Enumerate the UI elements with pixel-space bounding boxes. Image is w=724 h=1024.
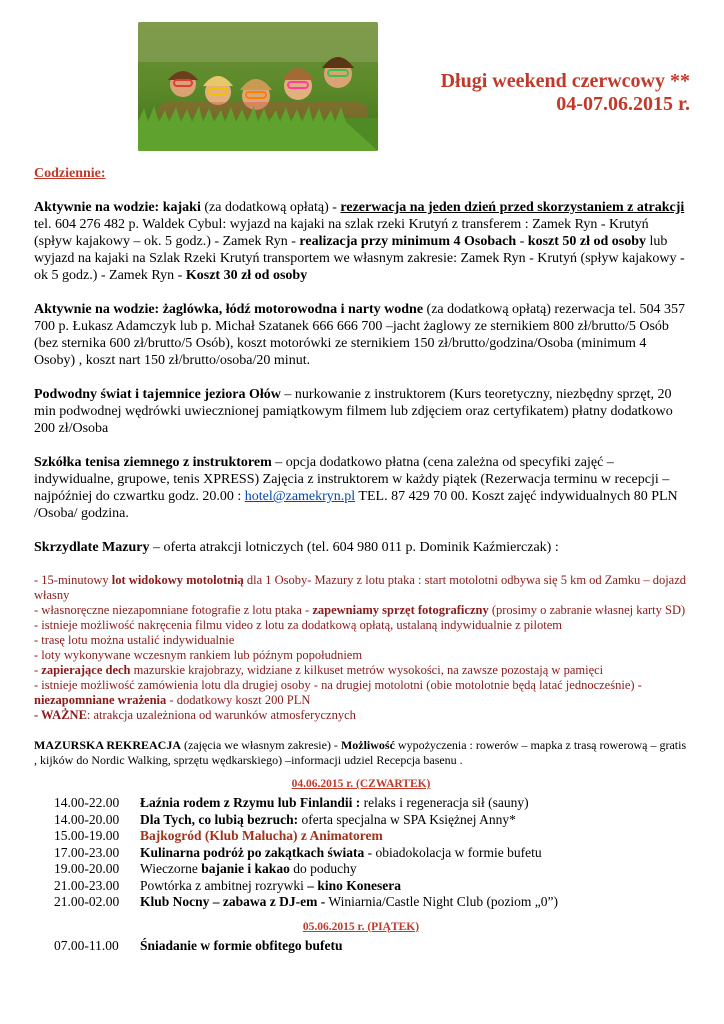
mazurska-text-2: wypożyczenia : rowerów – mapka z trasą rowerową – gratis , kijków do Nordic Walking, sprzętu wędkarskiego) –informacji udziel Recepcja basenu .	[34, 738, 687, 767]
list-item	[34, 663, 688, 678]
row-event	[140, 938, 688, 955]
event-desc: relaks i regeneracja sił (sauny)	[360, 795, 529, 810]
wings-item-7-b: niezapomniane wrażenia	[34, 693, 167, 707]
kayak-min-persons: realizacja przy minimum 4 Osobach	[299, 234, 517, 249]
row-time: 19.00-20.00	[54, 861, 120, 876]
event-title: Śniadanie w formie obfitego bufetu	[140, 937, 343, 953]
event-title: – kino Konesera	[307, 877, 401, 893]
row-event	[140, 812, 688, 829]
kayak-text-4: lub wyjazd na kajaki na Szlak Rzeki Krutyń transportem we własnym zakresie: Zamek Ryn - Krutyń (spływ kajakowy - ok 5 godz.) - Zamek Ryn -	[34, 234, 685, 283]
table-row	[34, 828, 688, 845]
tennis-text-2: TEL. 87 429 70 00. Koszt zajęć indywidualnych 80 PLN /Osoba/ godzina.	[34, 489, 678, 521]
row-event	[140, 828, 688, 845]
mazurska-paragraph	[34, 738, 688, 768]
sail-label: Aktywnie na wodzie: żaglówka, łódź motorowodna i narty wodne	[34, 302, 424, 317]
list-item: - trasę lotu można ustalić indywidualnie	[34, 633, 235, 647]
event-title: Kulinarna podróż po zakątkach świata	[140, 844, 365, 860]
event-desc: Winiarnia/Castle Night Club (poziom „0”)	[325, 894, 559, 909]
schedule-thursday	[34, 795, 688, 911]
row-time: 07.00-11.00	[54, 937, 119, 953]
event-desc: oferta specjalna w SPA Księżnej Anny*	[298, 811, 516, 827]
table-row	[34, 878, 688, 895]
mazurska-label: MAZURSKA REKREACJA	[34, 738, 182, 752]
list-item	[34, 603, 688, 618]
kids-in-grass-photo-icon	[138, 22, 378, 151]
row-time: 21.00-23.00	[54, 877, 120, 893]
wings-paragraph	[34, 539, 688, 556]
event-title: Łaźnia rodem z Rzymu lub Finlandii :	[140, 795, 361, 810]
dive-paragraph	[34, 386, 688, 437]
dive-text: – nurkowanie z instruktorem (Kurs teoretyczny, niezbędny sprzęt, 20 min podwodnej wędrówki uwiecznionej pamiątkowym filmem lub zdjęciem oraz certyfikatem) płatny dodatkowo 200 zł/Osoba	[34, 387, 673, 436]
event-desc: - obiadokolacja w formie bufetu	[364, 844, 542, 860]
day-heading-thursday: 04.06.2015 r. (CZWARTEK)	[291, 778, 431, 790]
kids-photo	[138, 22, 378, 151]
row-event	[140, 861, 688, 878]
list-item	[34, 708, 688, 723]
kayak-label: Aktywnie na wodzie: kajaki	[34, 200, 201, 215]
table-row	[34, 845, 688, 862]
table-row	[34, 812, 688, 829]
table-row	[34, 938, 688, 955]
email-link[interactable]: hotel@zamekryn.pl	[244, 489, 356, 504]
event-title: Klub Nocny – zabawa z DJ-em -	[140, 894, 326, 909]
row-time: 21.00-02.00	[54, 894, 120, 909]
wings-item-6-a: -	[34, 663, 42, 677]
list-item	[34, 678, 688, 708]
row-time: 14.00-20.00	[54, 811, 120, 827]
document-body	[34, 165, 688, 954]
table-row	[34, 861, 688, 878]
event-pre: Powtórka z ambitnej rozrywki	[140, 877, 308, 893]
mazurska-text: (zajęcia we własnym zakresie) -	[181, 738, 341, 752]
list-item	[34, 573, 688, 603]
kayak-reservation: rezerwacja na jeden dzień przed skorzystaniem z atrakcji	[340, 200, 685, 215]
event-title: Bajkogród (Klub Malucha) z Animatorem	[140, 828, 383, 843]
kayak-cost-50: koszt 50 zł od osoby	[527, 234, 647, 249]
kayak-text-3: -	[516, 234, 528, 249]
wings-item-8-b: : atrakcja uzależniona od warunków atmosferycznych	[86, 708, 356, 722]
row-time: 15.00-19.00	[54, 828, 120, 843]
wings-item-6-b: zapierające dech	[41, 663, 131, 677]
event-title: Dla Tych, co lubią bezruch:	[140, 811, 299, 827]
title-line-1: Długi weekend czerwcowy **	[440, 70, 690, 92]
title-line-2: 04-07.06.2015 r.	[556, 93, 690, 115]
tennis-text: – opcja dodatkowo płatna (cena zależna od specyfiki zajęć – indywidualne, grupowe, tenis XPRESS) Zajęcia z instruktorem w każdy piątek (Rezerwacja terminu w recepcji – najpóźniej do czwartku godz. 20.00 :	[34, 455, 670, 504]
wings-item-7-a: - istnieje możliwość zamówienia lotu dla drugiej osoby - na drugiej motolotni (obie motolotnie będą latać jednocześnie) -	[34, 678, 642, 692]
table-row	[34, 894, 688, 911]
kayak-text-2: tel. 604 276 482 p. Waldek Cybul: wyjazd na kajaki na szlak rzeki Krutyń z transferem : Zamek Ryn - Krutyń (spływ kajakowy – ok. 5 godz.) - Zamek Ryn -	[34, 217, 649, 249]
tennis-label: Szkółka tenisa ziemnego z instruktorem	[34, 455, 272, 470]
row-time: 14.00-22.00	[54, 795, 120, 810]
wings-item-1-a: - 15-minutowy	[34, 573, 112, 587]
sail-paragraph	[34, 301, 688, 369]
wings-item-2-a: - własnoręczne niezapomniane fotografie z lotu ptaka -	[34, 603, 313, 617]
tennis-paragraph	[34, 454, 688, 522]
table-row	[34, 795, 688, 812]
event-desc: do poduchy	[289, 861, 357, 876]
wings-item-2-c: (prosimy o zabranie własnej karty SD)	[488, 603, 686, 617]
kayak-paragraph	[34, 199, 688, 284]
sail-text: (za dodatkową opłatą) rezerwacja tel. 504 357 700 p. Łukasz Adamczyk lub p. Michał Szatanek 666 666 700 –jacht żaglowy ze sternikiem 800 zł/brutto/5 Osób (bez sternika 600 zł/brutto/5 Osób), koszt motorówki ze sternikiem 150 zł/brutto/godzina/Osoba (minimum 4 Osoby) , koszt nart 150 zł/brutto/osoba/20 minut.	[34, 302, 686, 368]
dive-label: Podwodny świat i tajemnice jeziora Ołów	[34, 387, 281, 402]
wings-item-6-c: mazurskie krajobrazy, widziane z kilkuset metrów wysokości, na zawsze pozostają w pamięci	[130, 663, 604, 677]
row-event	[140, 845, 688, 862]
schedule-friday	[34, 938, 688, 955]
mazurska-bold: Możliwość	[340, 738, 395, 752]
row-event	[140, 894, 688, 911]
day-heading-friday: 05.06.2015 r. (PIĄTEK)	[302, 920, 420, 933]
event-title: bajanie i kakao	[201, 861, 290, 876]
row-time: 17.00-23.00	[54, 844, 120, 860]
page-title	[441, 70, 690, 116]
wings-item-8-a: - WAŻNE	[34, 708, 87, 722]
wings-text: – oferta atrakcji lotniczych (tel. 604 980 011 p. Dominik Kaźmierczak) :	[149, 540, 559, 555]
wings-label: Skrzydlate Mazury	[34, 540, 150, 555]
row-event	[140, 878, 688, 895]
event-pre: Wieczorne	[140, 861, 202, 876]
list-item: - loty wykonywane wczesnym rankiem lub późnym popołudniem	[34, 648, 363, 662]
row-event	[140, 795, 688, 812]
wings-item-1-c: dla 1 Osoby- Mazury z lotu ptaka : start motolotni odbywa się 5 km od Zamku – dojazd własny	[34, 573, 687, 602]
wings-item-1-b: lot widokowy motolotnią	[111, 573, 244, 587]
kayak-cost-30: Koszt 30 zł od osoby	[185, 268, 308, 283]
list-item: - istnieje możliwość nakręcenia filmu video z lotu za dodatkową opłatą, ustalaną indywidualnie z pilotem	[34, 618, 562, 632]
wings-list	[34, 573, 688, 723]
wings-item-7-c: - dodatkowy koszt 200 PLN	[166, 693, 311, 707]
daily-heading: Codziennie:	[34, 166, 106, 181]
wings-item-2-b: zapewniamy sprzęt fotograficzny	[312, 603, 489, 617]
kayak-text-1: (za dodatkową opłatą) -	[200, 200, 341, 215]
